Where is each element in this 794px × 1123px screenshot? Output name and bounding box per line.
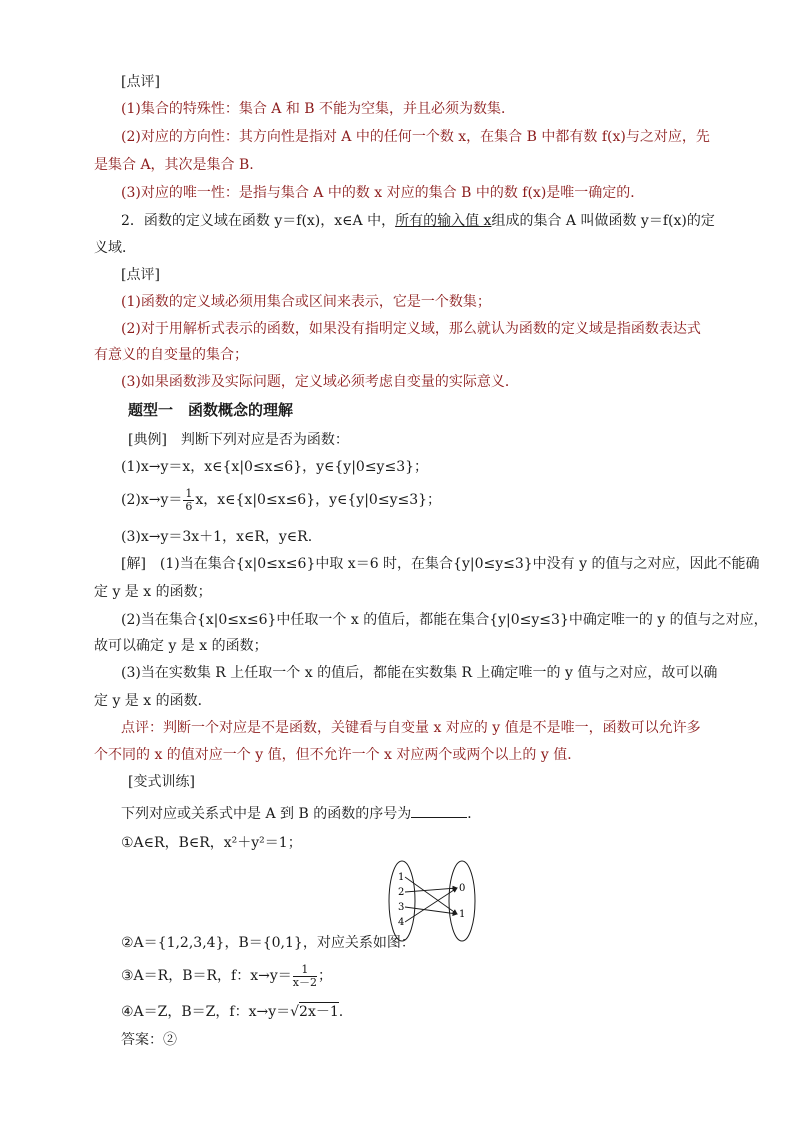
solution-3a: (3)当在实数集 R 上任取一个 x 的值后，都能在实数集 R 上确定唯一的 y 值与之对应，故可以确 — [121, 665, 718, 681]
radicand: 2x－1 — [299, 1004, 339, 1020]
solution-2a: (2)当在集合{x|0≤x≤6}中任取一个 x 的值后，都能在集合{y|0≤y≤3}中确定唯一的 y 的值与之对应， — [121, 612, 768, 628]
section-title: 题型一 函数概念的理解 — [128, 401, 294, 419]
review2-point-1: (1)函数的定义域必须用集合或区间来表示，它是一个数集； — [121, 294, 491, 310]
answer-line: 答案：② — [121, 1032, 177, 1048]
solution-1a: [解] (1)当在集合{x|0≤x≤6}中取 x＝6 时，在集合{y|0≤y≤3}中没有 y 的值与之对应，因此不能确 — [121, 556, 760, 572]
answer-blank[interactable] — [411, 803, 467, 818]
exercise-heading: [变式训练] — [128, 774, 195, 790]
example-item-2: (2)x→y＝ $\frac{1}{6}$ x，x∈{x|0≤x≤6}，y∈{y|0≤y≤3}； — [121, 486, 442, 513]
option-3: ③A＝R，B＝R，f：x→y＝ $\frac{1}{x-2}$ ； — [121, 962, 332, 989]
sqrt-sign: √ — [290, 1004, 300, 1020]
solution-3b: 定 y 是 x 的函数． — [94, 693, 212, 709]
review2-heading: [点评] — [121, 267, 160, 283]
domain-label-4: 4 — [398, 917, 405, 928]
option-2: ②A＝{1,2,3,4}，B＝{0,1}，对应关系如图： — [121, 935, 415, 951]
comment-line-2: 个不同的 x 的值对应一个 y 值，但不允许一个 x 对应两个或两个以上的 y 值． — [94, 747, 582, 763]
solution-2b: 故可以确定 y 是 x 的函数； — [94, 638, 268, 654]
example-item-3: (3)x→y＝3x＋1，x∈R，y∈R. — [121, 529, 313, 545]
underlined-term: 所有的输入值 x — [395, 213, 492, 229]
solution-1b: 定 y 是 x 的函数； — [94, 584, 212, 600]
review-point-2a: (2)对应的方向性：其方向性是指对 A 中的任何一个数 x，在集合 B 中都有数 f(x)与之对应，先 — [121, 129, 710, 145]
exercise-question: 下列对应或关系式中是 A 到 B 的函数的序号为 ． — [121, 803, 481, 824]
review-heading: [点评] — [121, 74, 160, 90]
domain-label-1: 1 — [398, 872, 405, 883]
review-point-1: (1)集合的特殊性：集合 A 和 B 不能为空集，并且必须为数集． — [121, 101, 516, 117]
fraction: $\frac{1}{6}$ — [185, 486, 193, 513]
codomain-label-0: 0 — [459, 883, 466, 894]
review2-point-2a: (2)对于用解析式表示的函数，如果没有指明定义域，那么就认为函数的定义域是指函数表达式 — [121, 321, 701, 337]
domain-label-2: 2 — [398, 887, 405, 898]
review2-point-3: (3)如果函数涉及实际问题，定义域必须考虑自变量的实际意义． — [121, 374, 519, 390]
domain-label-3: 3 — [398, 902, 405, 913]
option-4: ④A＝Z，B＝Z，f：x→y＝√2x－1. — [121, 1004, 344, 1020]
review-point-2b: 是集合 A，其次是集合 B. — [94, 157, 254, 173]
example-item-1: (1)x→y＝x，x∈{x|0≤x≤6}，y∈{y|0≤y≤3}； — [121, 459, 429, 475]
definition-line-1: 2．函数的定义域在函数 y＝f(x)，x∈A 中，所有的输入值 x组成的集合 A 叫做函数 y＝f(x)的定 — [121, 213, 715, 229]
review-point-3: (3)对应的唯一性：是指与集合 A 中的数 x 对应的集合 B 中的数 f(x)是唯一确定的． — [121, 185, 645, 201]
codomain-ellipse — [449, 861, 475, 941]
codomain-label-1: 1 — [459, 909, 466, 920]
definition-line-2: 义域． — [94, 240, 136, 256]
comment-line-1: 点评：判断一个对应是不是函数，关键看与自变量 x 对应的 y 值是不是唯一，函数可以允许多 — [121, 720, 701, 736]
fraction: $\frac{1}{x-2}$ — [292, 962, 317, 989]
review2-point-2b: 有意义的自变量的集合； — [94, 347, 248, 363]
mapping-diagram — [388, 858, 478, 944]
option-1: ①A∈R，B∈R，x²＋y²＝1； — [121, 835, 302, 851]
example-heading: [典例] 判断下列对应是否为函数： — [128, 432, 349, 448]
